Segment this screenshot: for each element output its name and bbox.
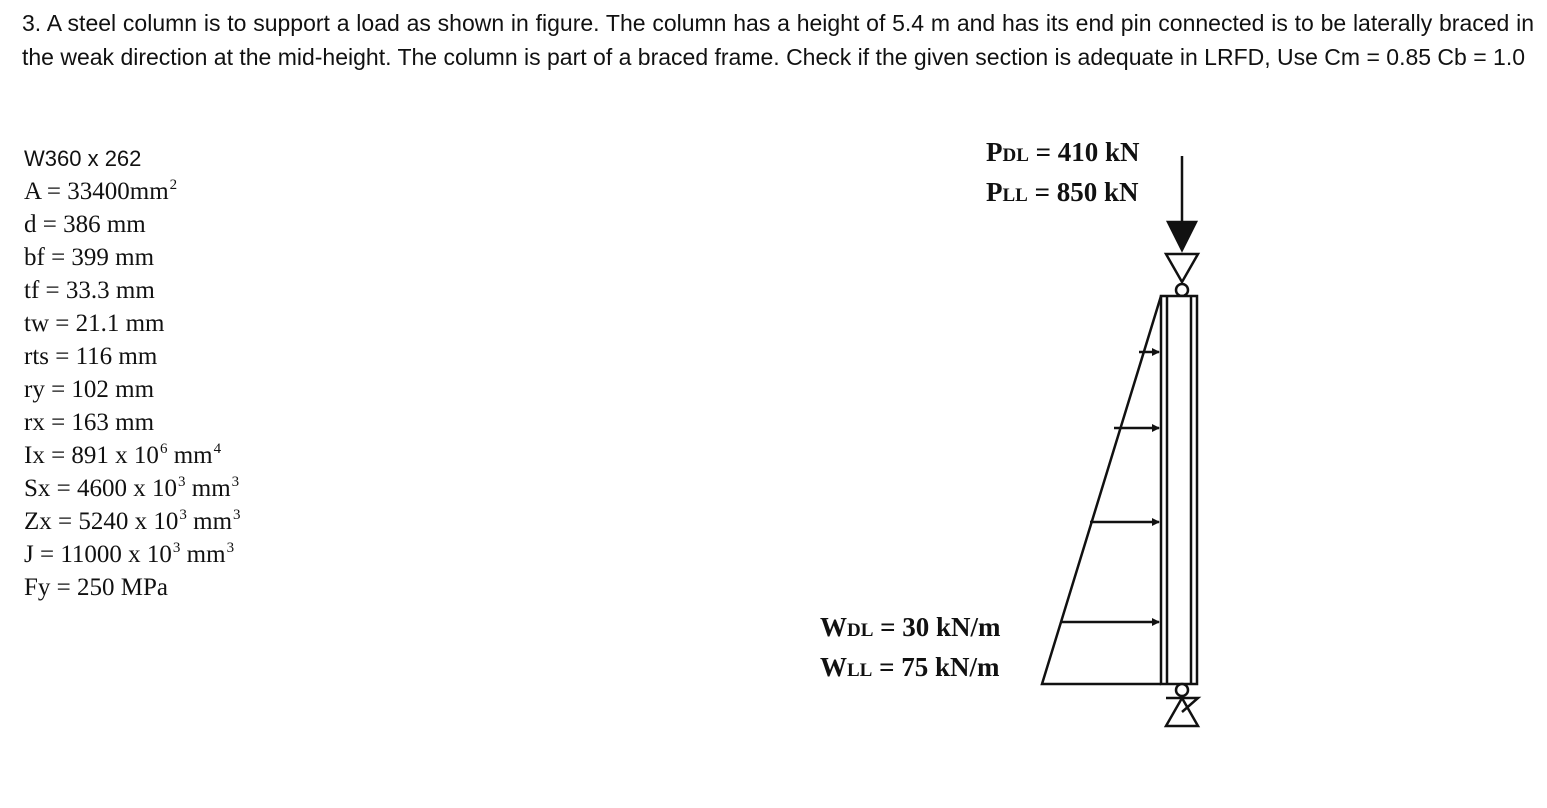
top-pin-circle bbox=[1176, 284, 1188, 296]
prop-j: J = 11000 x $10^3$ $mm^3$ bbox=[24, 540, 235, 568]
prop-sx: Sx = 4600 x $10^3$ $mm^3$ bbox=[24, 474, 240, 502]
bottom-pin-circle bbox=[1176, 684, 1188, 696]
prop-depth: d = 386 mm bbox=[24, 211, 146, 238]
prop-web-thickness: tw = 21.1 mm bbox=[24, 310, 165, 337]
point-load-arrowhead bbox=[1168, 222, 1196, 250]
prop-ix: Ix = 891 x $10^6$ $mm^4$ bbox=[24, 441, 222, 469]
prop-area: $A = 33400mm^2$ bbox=[24, 177, 178, 205]
prop-flange-thickness: tf = 33.3 mm bbox=[24, 277, 155, 304]
section-designation: W360 x 262 bbox=[24, 146, 142, 171]
prop-rts: rts = 116 mm bbox=[24, 343, 158, 370]
prop-fy: Fy = 250 MPa bbox=[24, 574, 168, 601]
problem-statement: 3. A steel column is to support a load as shown in figure. The column has a height of 5.4 m and has its end pin connected is to be laterally braced in the weak direction at the mid-height. The column is part of a braced frame. Check if the given section is adequate in LRFD, Use Cm = 0.85 Cb = 1.0 bbox=[22, 10, 1534, 70]
distributed-load-triangle bbox=[1042, 296, 1161, 684]
top-pin-support bbox=[1166, 254, 1198, 282]
point-load-live: PLL = 850 kN bbox=[986, 177, 1139, 207]
distributed-load-live: WLL = 75 kN/m bbox=[820, 652, 1000, 682]
prop-zx: Zx = 5240 x $10^3$ $mm^3$ bbox=[24, 507, 241, 535]
prop-ry: ry = 102 mm bbox=[24, 376, 155, 403]
prop-flange-width: bf = 399 mm bbox=[24, 244, 155, 271]
point-load-dead: PDL = 410 kN bbox=[986, 137, 1140, 167]
prop-rx: rx = 163 mm bbox=[24, 409, 155, 436]
distributed-load-dead: WDL = 30 kN/m bbox=[820, 612, 1001, 642]
